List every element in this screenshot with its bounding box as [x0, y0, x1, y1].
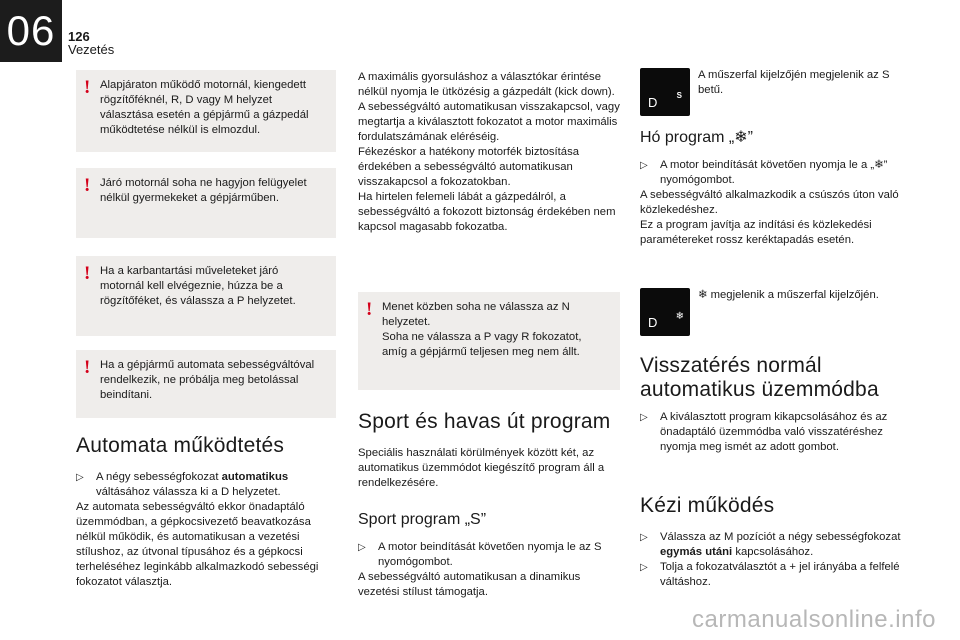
snow-text: ▷ A motor beindítását követően nyomja le a „❄” nyomógombot. A sebességváltó alkalmazkodik a csúszós úton való közlekedéshez. Ez a program javítja az indítási és közlekedési paramétereket rossz keréktapadás esetén. [640, 159, 899, 246]
heading-sport-snow: Sport és havas út program [358, 410, 611, 433]
heading-manual: Kézi működés [640, 494, 775, 517]
return-bullet: ▷ A kiválasztott program kikapcsolásához és az önadaptáló üzemmódba való visszatéréshez nyomja meg ismét az adott gombot. [640, 411, 888, 453]
warning-box [76, 70, 336, 152]
subheading-snow: Hó program „❄” [640, 129, 753, 146]
warning-box [358, 292, 620, 390]
paragraph: Az automata sebességváltó ekkor önadaptáló üzemmódban, a gépkocsivezető beavatkozása nélkül működik, és automatikusan a vezetési stílushoz, az útvonal típusához és a gépkocsi terheléséhez leginkább alkalmazkodó sebességi fokozatot választja. [76, 501, 319, 588]
dashboard-display-snow: D ❄ [640, 288, 690, 336]
warning-box [76, 168, 336, 238]
warning-box [76, 350, 336, 418]
arrow-right-icon: ▷ [640, 412, 648, 423]
snowflake-icon: ❄ [675, 311, 684, 322]
watermark: carmanualsonline.info [692, 606, 936, 633]
dashboard-display-sport: D S [640, 68, 690, 116]
arrow-right-icon: ▷ [640, 562, 648, 573]
arrow-right-icon: ▷ [640, 160, 648, 171]
warning-text: Ha a gépjármű automata sebességváltóval rendelkezik, ne próbálja meg betolással beindítani. [100, 359, 315, 401]
heading-return-auto: Visszatérés normál automatikus üzemmódba [640, 354, 879, 401]
warning-box [76, 256, 336, 336]
exclamation-icon: ! [84, 175, 91, 196]
warning-text: Menet közben soha ne válassza az N helyzetet. [382, 301, 570, 328]
display-text-sport: A műszerfal kijelzőjén megjelenik az S betű. [698, 69, 890, 96]
heading-automatic: Automata működtetés [76, 434, 285, 457]
manual-bullets: ▷ Válassza az M pozíciót a négy sebességfokozat egymás utáni kapcsolásához. ▷ Tolja a fokozatválasztót a + jel irányába a felfelé váltáshoz. [640, 531, 901, 588]
warning-text: Soha ne válassza a P vagy R fokozatot, amíg a gépjármű teljesen meg nem állt. [382, 331, 582, 358]
sport-bullet: ▷ A motor beindítását követően nyomja le az S nyomógombot. A sebességváltó automatikusan a dinamikus vezetési stílust támogatja. [358, 541, 602, 598]
exclamation-icon: ! [84, 357, 91, 378]
page-number: 126 [68, 29, 90, 44]
warning-text: Járó motornál soha ne hagyjon felügyelet nélkül gyermekeket a gépjárműben. [100, 177, 307, 204]
arrow-right-icon: ▷ [76, 472, 84, 483]
exclamation-icon: ! [84, 77, 91, 98]
intro-text: Speciális használati körülmények között két, az automatikus üzemmódot kiegészítő program áll a rendelkezésére. [358, 447, 605, 489]
arrow-right-icon: ▷ [640, 532, 648, 543]
section-name: Vezetés [68, 42, 115, 57]
exclamation-icon: ! [84, 263, 91, 284]
warning-text: Ha a karbantartási műveleteket járó motornál kell elvégeznie, húzza be a rögzítőféket, és válassza a P helyzetet. [100, 265, 296, 307]
display-text-snow: ❄ megjelenik a műszerfal kijelzőjén. [698, 289, 879, 301]
exclamation-icon: ! [366, 299, 373, 320]
chapter-tab: 06 [0, 0, 62, 62]
arrow-right-icon: ▷ [358, 542, 366, 553]
kickdown-text: A maximális gyorsuláshoz a választókar érintése nélkül nyomja le ütközésig a gázpedált (kick down). A sebességváltó automatikusan visszakapcsol, vagy megtartja a kiválasztott fokozatot a motor maximális fordulatszámának eléréséig. Fékezéskor a hatékony motorfék biztosítása érdekében a sebességváltó automatikusan visszakapcsol a fokozatokban. Ha hirtelen felemeli lábát a gázpedálról, a sebességváltó a fokozott biztonság érdekében nem kapcsol magasabb fokozatba. [358, 71, 620, 233]
subheading-sport: Sport program „S” [358, 511, 487, 528]
bullet-automatic: ▷ A négy sebességfokozat automatikus váltásához válassza ki a D helyzetet. Az automata sebességváltó ekkor önadaptáló üzemmódban, a gépkocsivezető beavatkozása nélkül működik, és automatikusan a vezetési stílushoz, az útvonal típusához és a gépkocsi terheléséhez leginkább alkalmazkodó sebességi fokozatot választja. [76, 470, 336, 590]
warning-text: Alapjáraton működő motornál, kiengedett rögzítőféknél, R, D vagy M helyzet választása esetén a gépjármű a gázpedál működtetése nélkül is elmozdul. [100, 79, 309, 136]
